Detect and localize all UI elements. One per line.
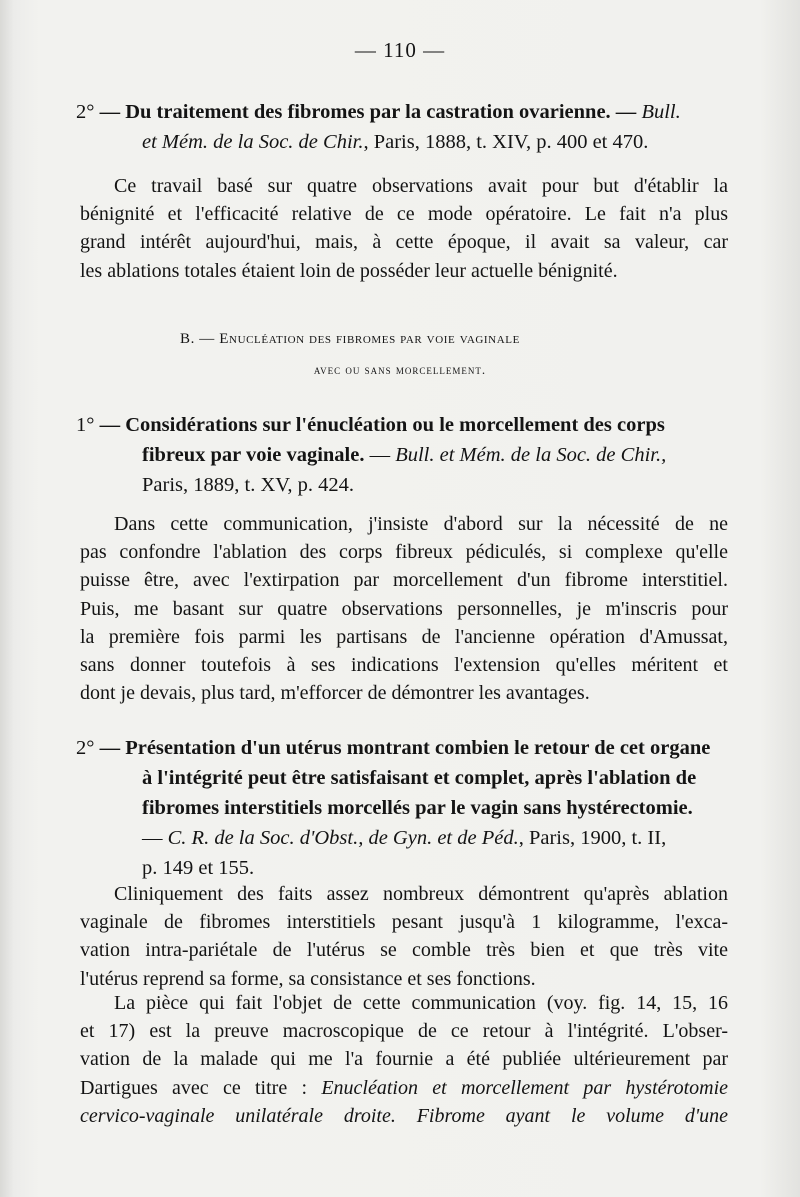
entry-3-pages: p. 149 et 155. [142, 857, 255, 879]
paragraph-2-line: Dans cette communication, j'insiste d'abord sur la nécessité de ne [114, 513, 728, 535]
paragraph-4-line: La pièce qui fait l'objet de cette communication (voy. fig. 14, 15, 16 [114, 992, 728, 1014]
entry-1-ref-line [76, 127, 732, 157]
entry-1-title-line [76, 97, 732, 127]
paragraph-2-line: la première fois parmi les partisans de l'ancienne opération d'Amussat, [80, 625, 728, 648]
entry-1-ref-b: et Mém. de la Soc. de Chir. [142, 131, 364, 153]
entry-1-ref-c: , Paris, 1888, t. XIV, p. 400 et 470. [363, 131, 649, 153]
paragraph-2-line: Puis, me basant sur quatre observations personnelles, je m'inscris pour [80, 597, 728, 620]
section-title-line-2 [0, 362, 800, 378]
entry-2-title-b: fibreux par voie vaginale. [142, 444, 365, 466]
entry-3-title-1: — Présentation d'un utérus montrant combien le retour de cet organe [99, 737, 711, 759]
entry-2-title-line [76, 410, 732, 440]
entry-3-title-3: fibromes interstitiels morcellés par le vagin sans hystérectomie. [142, 797, 693, 819]
section-heading [180, 331, 740, 348]
paragraph-3-line: vation intra-pariétale de l'utérus se comble très bien et que très vite [80, 939, 728, 962]
paragraph-4-line: et 17) est la preuve macroscopique de ce retour à l'intégrité. L'obser- [80, 1020, 728, 1043]
paragraph-4-line-4-a: Dartigues avec ce titre : [80, 1076, 322, 1099]
paragraph-1-line: bénignité et l'efficacité relative de ce mode opératoire. Le fait n'a plus [80, 203, 728, 226]
paragraph-2-line: puisse être, avec l'extirpation par morcellement d'un fibrome interstitiel. [80, 569, 728, 592]
page-number: — 110 — [354, 38, 446, 62]
paragraph-3-line: vaginale de fibromes interstitiels pesant jusqu'à 1 kilogramme, l'exca- [80, 911, 728, 934]
entry-3-line-1 [76, 733, 732, 763]
paragraph-3 [80, 880, 728, 993]
entry-1-title: — Du traitement des fibromes par la castration ovarienne. — [99, 101, 637, 123]
entry-3-ref-dash: — [142, 827, 168, 849]
paragraph-1-line: Ce travail basé sur quatre observations avait pour but d'établir la [114, 175, 728, 197]
entry-3-ref-line [76, 823, 732, 853]
bibliography-entry-3 [76, 733, 732, 883]
paragraph-1 [80, 172, 728, 285]
paragraph-2-line: pas confondre l'ablation des corps fibreux pédiculés, si complexe qu'elle [80, 541, 728, 564]
entry-2-dash: — [369, 444, 391, 466]
section-title-line-1: Enucléation des fibromes par voie vaginale [219, 331, 520, 347]
paragraph-3-line: Cliniquement des faits assez nombreux démontrent qu'après ablation [114, 883, 728, 905]
entry-1-number: 2° [76, 101, 95, 123]
entry-2-title-a: — Considérations sur l'énucléation ou le morcellement des corps [99, 414, 665, 436]
entry-2-ref-line: Paris, 1889, t. XV, p. 424. [142, 474, 355, 496]
paragraph-3-line: l'utérus reprend sa forme, sa consistance et ses fonctions. [80, 967, 536, 990]
section-title-line-2-text: avec ou sans morcellement. [313, 362, 487, 377]
section-letter: B. — [180, 331, 215, 347]
paragraph-1-line: grand intérêt aujourd'hui, mais, à cette époque, il avait sa valeur, car [80, 231, 728, 254]
entry-2-ref: Bull. et Mém. de la Soc. de Chir., [395, 444, 667, 466]
bibliography-entry-2 [76, 410, 732, 500]
paragraph-2-line: dont je devais, plus tard, m'efforcer de démontrer les avantages. [80, 682, 590, 705]
entry-3-ref-details: , Paris, 1900, t. II, [518, 827, 667, 849]
paragraph-2 [80, 510, 728, 707]
entry-3-ref-journal: C. R. de la Soc. d'Obst., de Gyn. et de Péd. [167, 827, 519, 849]
paragraph-4-line-4-b: Enucléation et morcellement par hystérotomie [321, 1076, 728, 1099]
paragraph-4 [80, 989, 728, 1130]
bibliography-entry-1 [76, 97, 732, 157]
paragraph-2-line: sans donner toutefois à ses indications l'extension qu'elles méritent et [80, 654, 728, 677]
paragraph-1-line: les ablations totales étaient loin de posséder leur actuelle bénignité. [80, 259, 618, 282]
entry-3-number: 2° [76, 737, 95, 759]
paragraph-4-line-4 [80, 1074, 728, 1102]
entry-2-number: 1° [76, 414, 95, 436]
entry-3-title-2: à l'intégrité peut être satisfaisant et complet, après l'ablation de [142, 767, 697, 789]
entry-2-title-line-2 [76, 440, 732, 470]
paragraph-4-line: vation de la malade qui me l'a fournie a été publiée ultérieurement par [80, 1048, 728, 1071]
paragraph-4-line: cervico-vaginale unilatérale droite. Fibrome ayant le volume d'une [80, 1104, 728, 1127]
entry-1-ref-a: Bull. [641, 101, 681, 123]
